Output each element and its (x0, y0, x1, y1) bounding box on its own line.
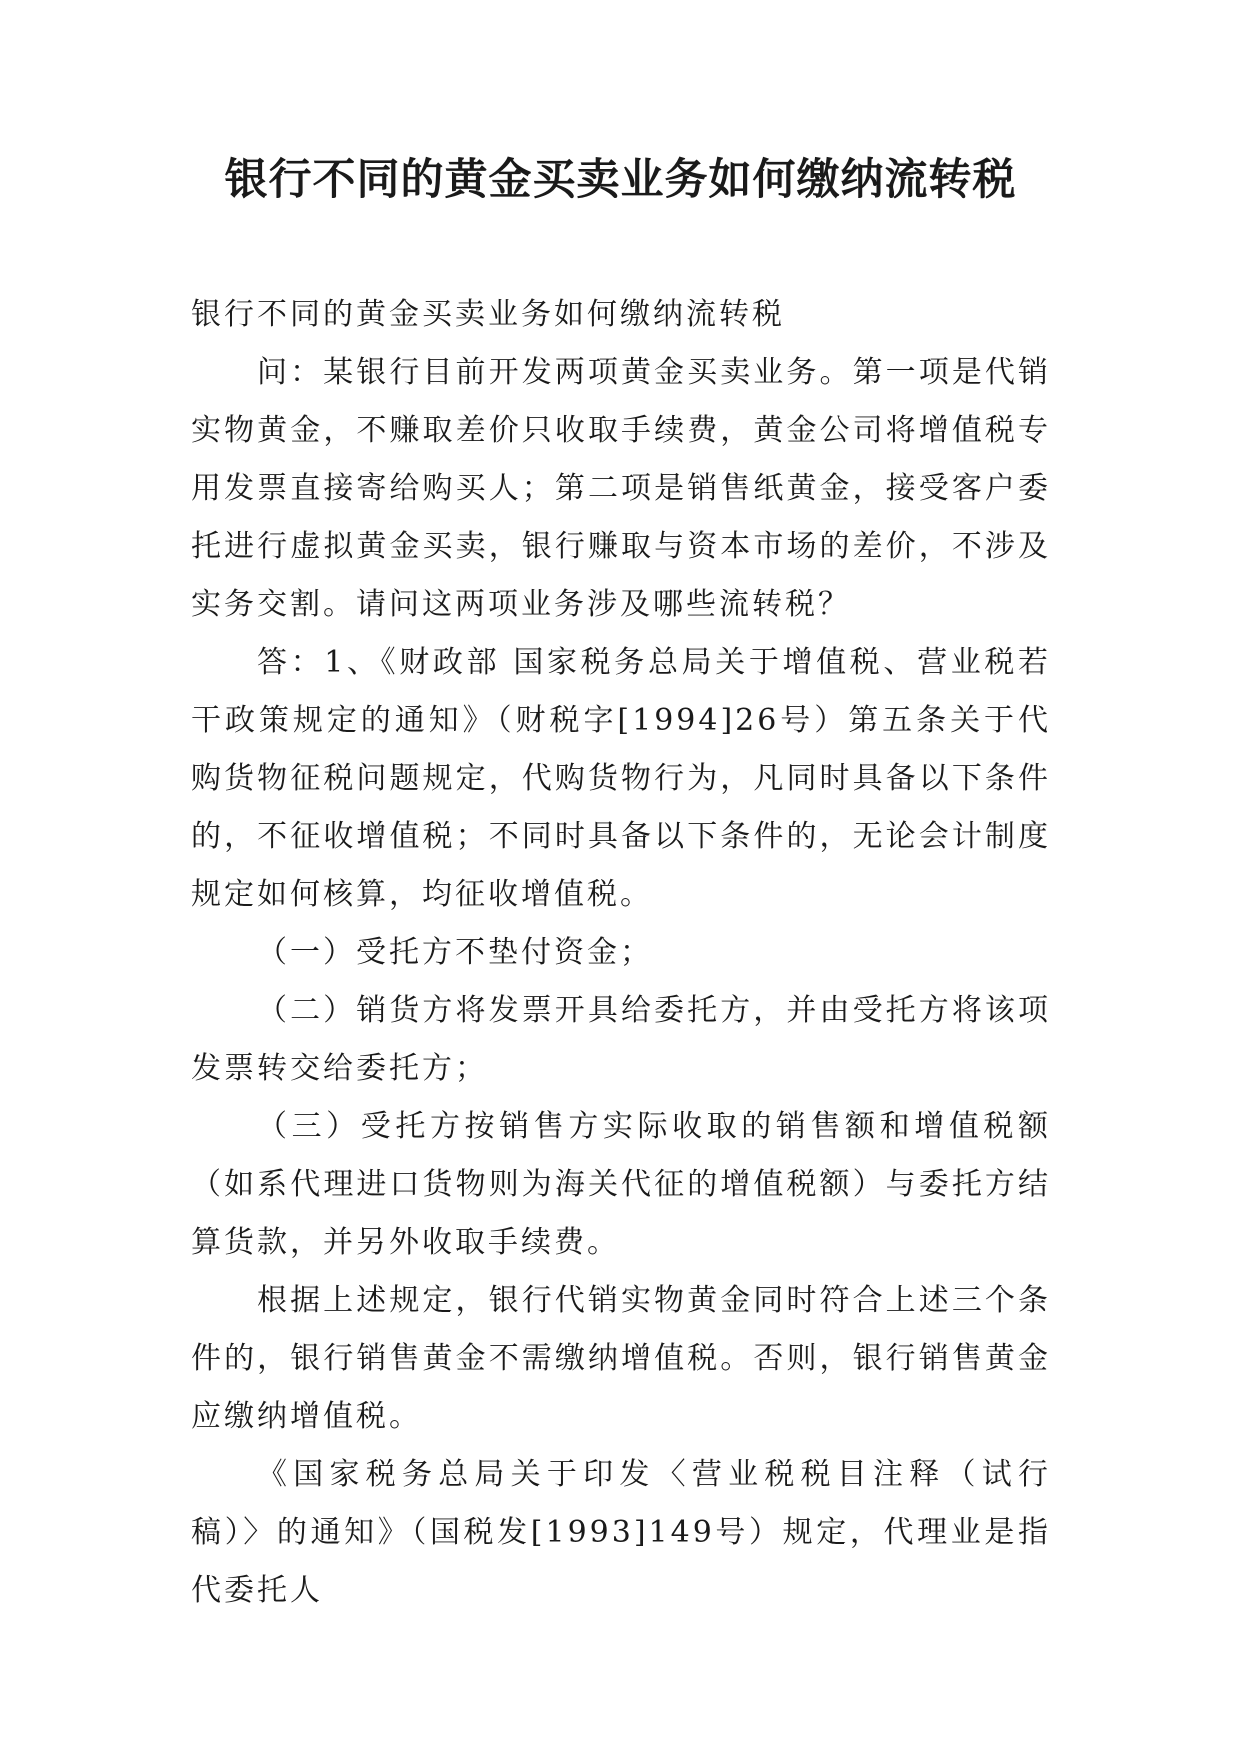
body-paragraph-condition-3: （三）受托方按销售方实际收取的销售额和增值税额（如系代理进口货物则为海关代征的增值税额）与委托方结算货款，并另外收取手续费。 (191, 1109, 1051, 1260)
body-paragraph-condition-2: （二）销货方将发票开具给委托方，并由受托方将该项发票转交给委托方； (191, 993, 1051, 1086)
body-paragraph-question: 问：某银行目前开发两项黄金买卖业务。第一项是代销实物黄金，不赚取差价只收取手续费，黄金公司将增值税专用发票直接寄给购买人；第二项是销售纸黄金，接受客户委托进行虚拟黄金买卖，银行赚取与资本市场的差价，不涉及实务交割。请问这两项业务涉及哪些流转税？ (191, 355, 1051, 622)
document-title: 银行不同的黄金买卖业务如何缴纳流转税 (224, 155, 1017, 205)
body-paragraph-conclusion: 根据上述规定，银行代销实物黄金同时符合上述三个条件的，银行销售黄金不需缴纳增值税。否则，银行销售黄金应缴纳增值税。 (191, 1283, 1051, 1434)
body-paragraph-answer: 答：1、《财政部 国家税务总局关于增值税、营业税若干政策规定的通知》（财税字[1994]26号）第五条关于代购货物征税问题规定，代购货物行为，凡同时具备以下条件的，不征收增值税；不同时具备以下条件的，无论会计制度规定如何核算，均征收增值税。 (191, 645, 1051, 912)
body-paragraph-subtitle: 银行不同的黄金买卖业务如何缴纳流转税 (191, 297, 785, 332)
body-paragraph-condition-1: （一）受托方不垫付资金； (257, 935, 653, 970)
body-paragraph-agency: 《国家税务总局关于印发〈营业税税目注释（试行稿）〉的通知》（国税发[1993]149号）规定，代理业是指代委托人 (191, 1457, 1051, 1608)
document-body (191, 286, 1051, 1620)
